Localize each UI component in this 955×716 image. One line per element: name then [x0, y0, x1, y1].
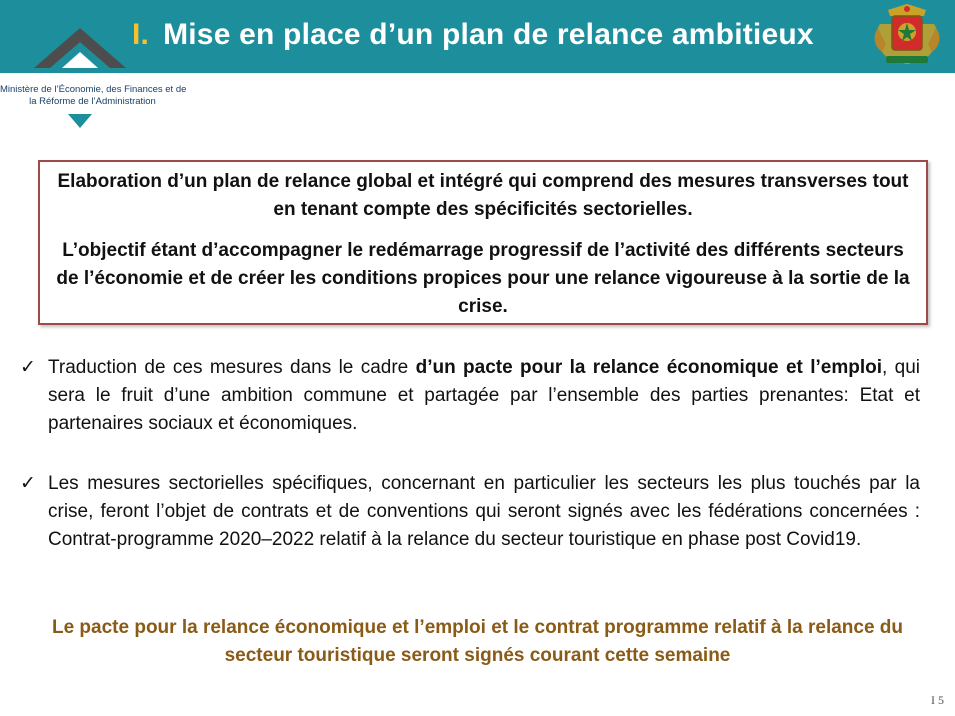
- bullet-text-sectorielles: Les mesures sectorielles spécifiques, concernant en particulier les secteurs les plus touchés par la crise, feront l’objet de contrats et de conventions qui seront signés avec les fédérations concernées : Contrat-programme 2020–2022 relatif à la relance du secteur touristique en phase post Covid19.: [48, 473, 920, 550]
- checkmark-icon: ✓: [20, 357, 36, 378]
- coat-of-arms-icon: [872, 2, 942, 68]
- ministry-line-2: la Réforme de l’Administration: [29, 96, 156, 107]
- checkmark-icon: ✓: [20, 473, 36, 494]
- title-text: Mise en place d’un plan de relance ambitieux: [163, 18, 814, 51]
- page-number: [931, 693, 944, 708]
- bullet-text-after: , qui sera le fruit d’une ambition commune et partagée par l’ensemble des parties prenantes: Etat et partenaires sociaux et économiques.: [48, 357, 920, 434]
- conclusion-text: Le pacte pour la relance économique et l’emploi et le contrat programme relatif à la relance du secteur touristique seront signés courant cette semaine: [51, 617, 904, 666]
- bullet-text-bold: d’un pacte pour la relance économique et l’emploi: [415, 357, 882, 378]
- summary-paragraph-2: L’objectif étant d’accompagner le redémarrage progressif de l’activité des différents secteurs de l’économie et de créer les conditions propices pour une relance vigoureuse à la sortie de la crise.: [56, 240, 910, 317]
- bullet-text-before: Traduction de ces mesures dans le cadre: [48, 357, 416, 378]
- summary-paragraph-1: Elaboration d’un plan de relance global et intégré qui comprend des mesures transverses tout en tenant compte des spécificités sectorielles.: [57, 171, 909, 220]
- page-separator: I: [931, 693, 935, 707]
- ministry-name: [0, 84, 185, 108]
- page-number-value: 5: [938, 693, 944, 707]
- ministry-line-1: Ministère de l’Économie, des Finances et de: [0, 84, 187, 95]
- summary-box: [38, 160, 928, 325]
- bullet-item-pacte: [20, 354, 920, 438]
- section-number: I.: [132, 18, 150, 51]
- bullet-text-pacte: [48, 354, 920, 438]
- page-title: [132, 18, 814, 52]
- bullet-item-sectorielles: [20, 470, 920, 554]
